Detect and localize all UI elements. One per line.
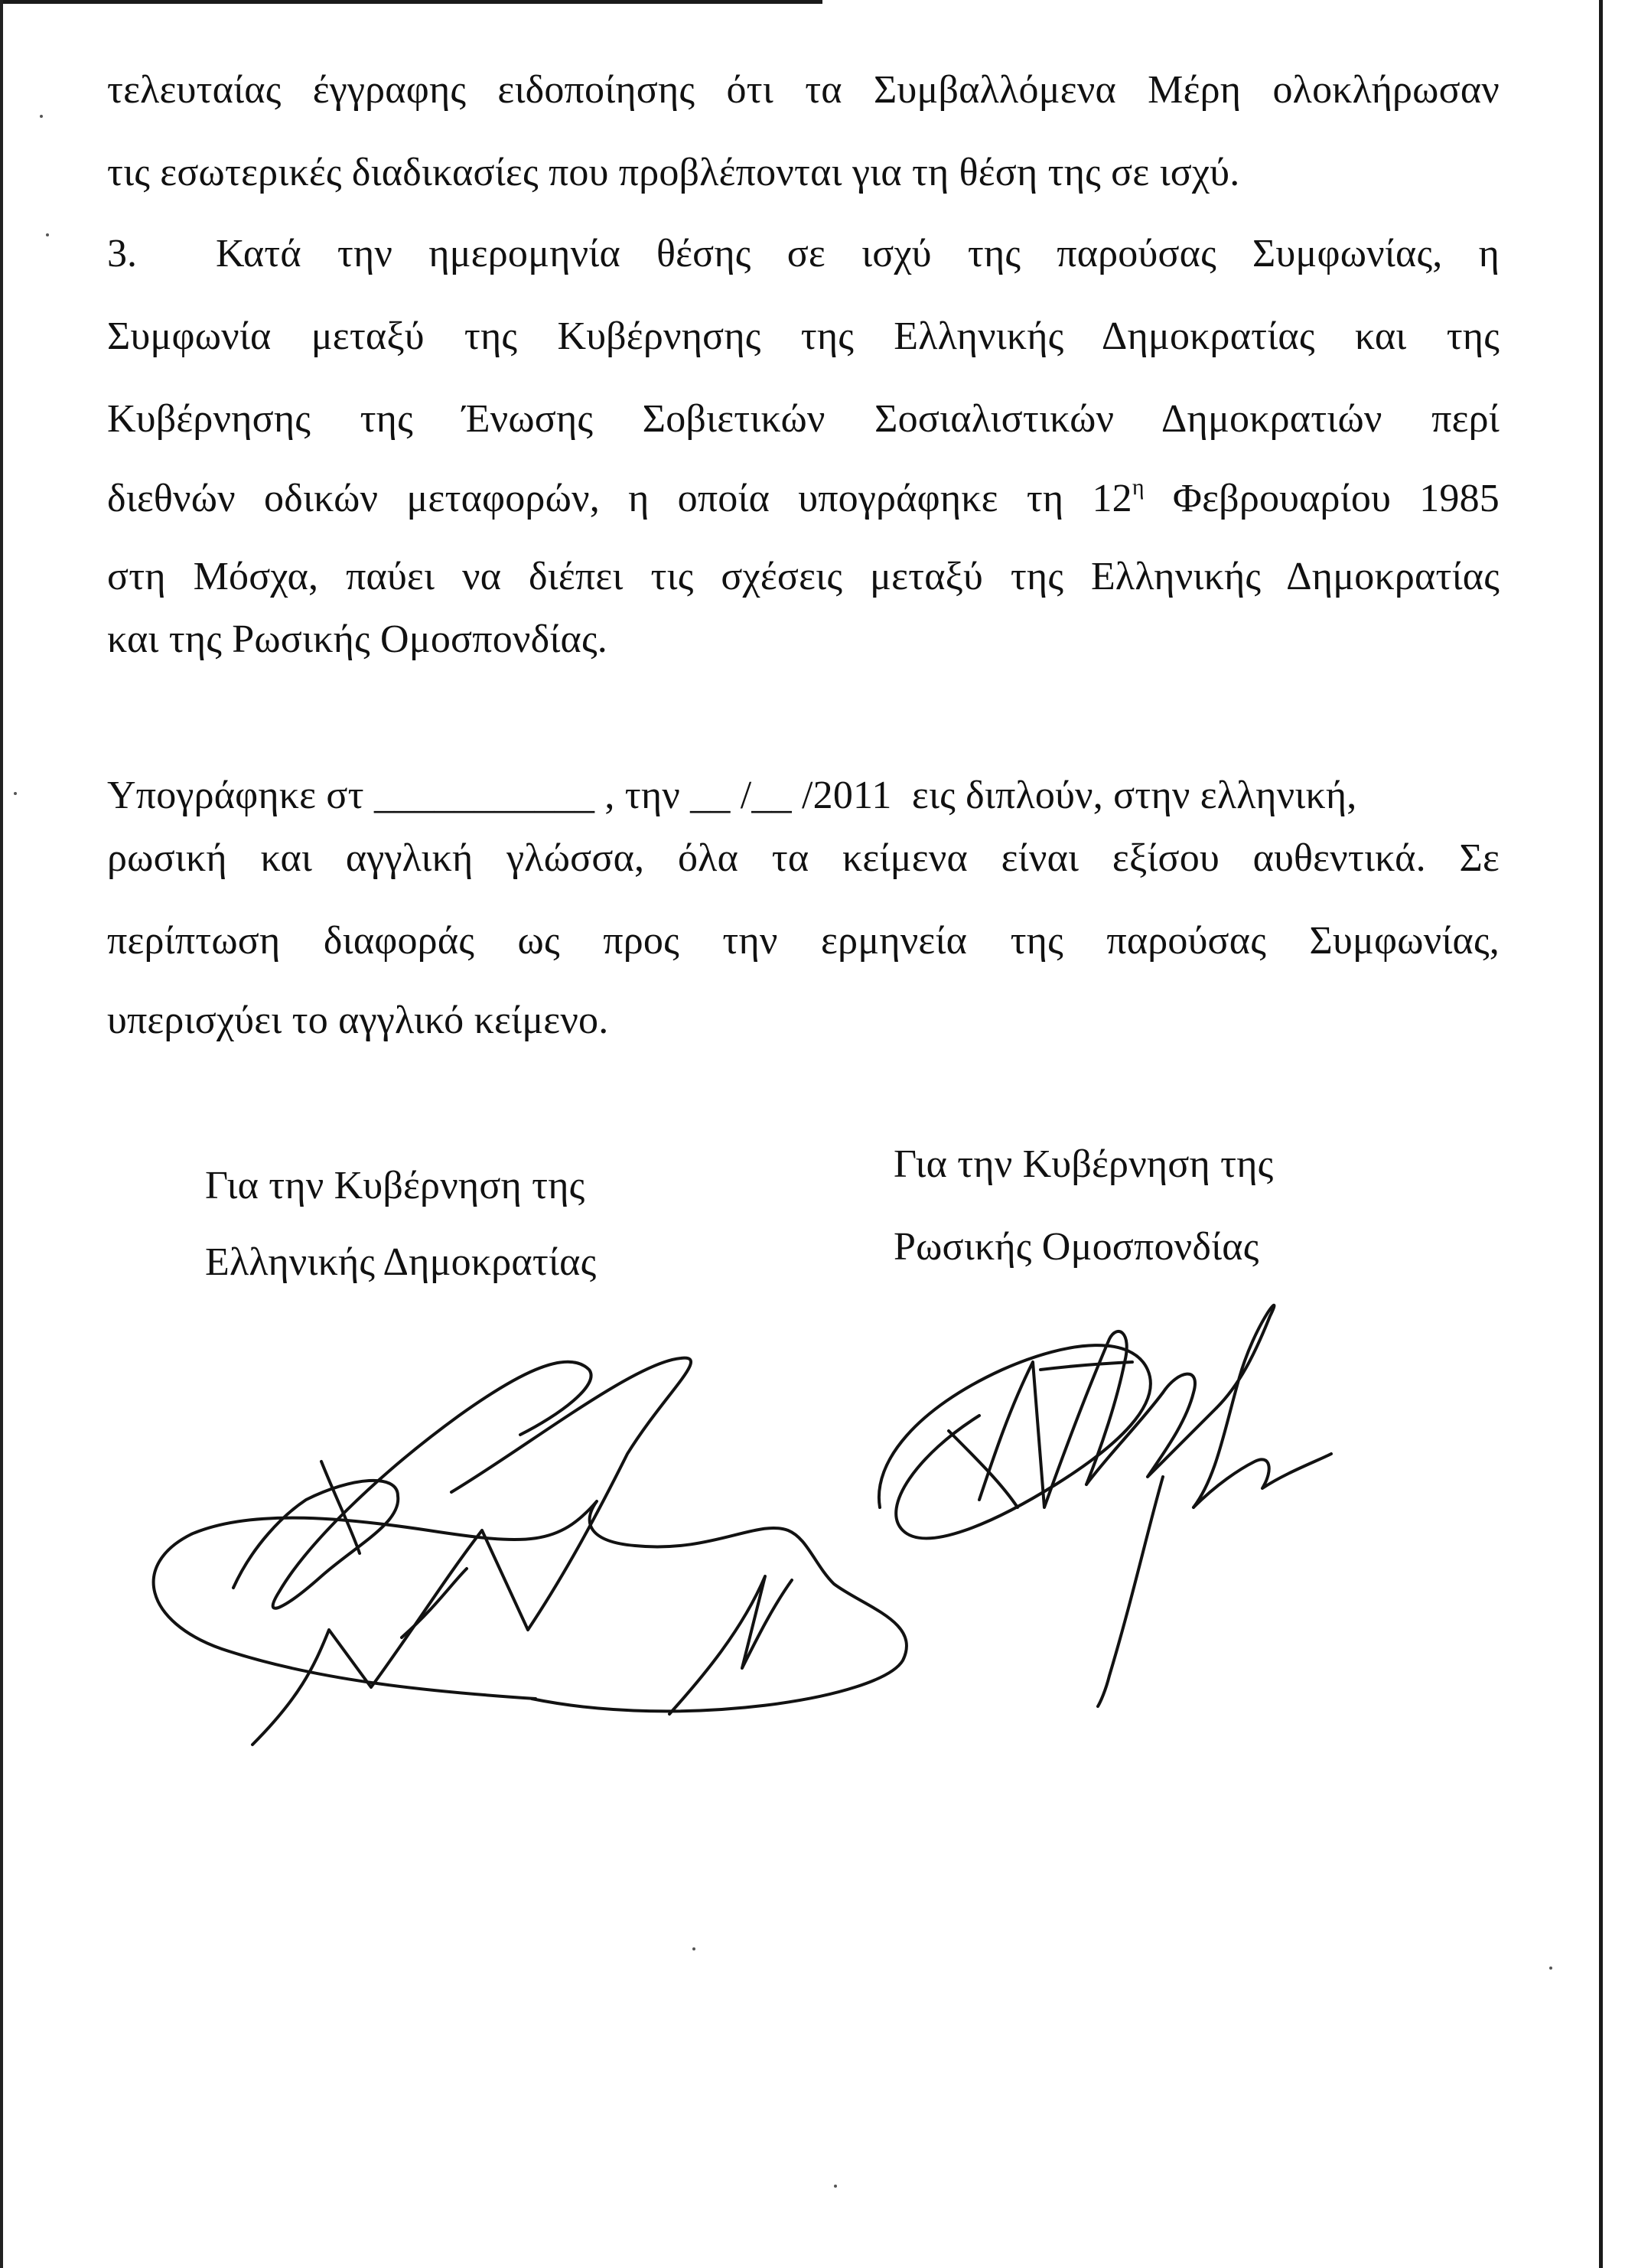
left-signature bbox=[99, 1301, 941, 1729]
scan-speck bbox=[692, 1947, 695, 1950]
paragraph-3-line-2: Συμφωνία μεταξύ της Κυβέρνησης της Ελληνικής Δημοκρατίας και της bbox=[107, 314, 1500, 358]
scan-speck bbox=[46, 233, 49, 236]
signing-line-3: περίπτωση διαφοράς ως προς την ερμηνεία της παρούσας Συμφωνίας, bbox=[107, 919, 1500, 963]
scan-speck bbox=[1549, 1967, 1552, 1970]
paragraph-3-line-3: Κυβέρνησης της Ένωσης Σοβιετικών Σοσιαλιστικών Δημοκρατιών περί bbox=[107, 397, 1500, 441]
signing-line-1: Υπογράφηκε στ ___________ , την __ /__ /2011 εις διπλούν, στην ελληνική, bbox=[107, 774, 1357, 817]
ordinal-superscript: η bbox=[1132, 474, 1145, 500]
paragraph-3-line-1: Κατά την ημερομηνία θέσης σε ισχύ της παρούσας Συμφωνίας, η bbox=[216, 232, 1500, 275]
paragraph-3-line-6: και της Ρωσικής Ομοσπονδίας. bbox=[107, 618, 607, 661]
scan-speck bbox=[834, 2185, 837, 2188]
scan-border-right bbox=[1599, 0, 1603, 2268]
scan-border-left bbox=[0, 0, 3, 2268]
scan-speck bbox=[40, 115, 43, 118]
signing-line-2: ρωσική και αγγλική γλώσσα, όλα τα κείμενα είναι εξίσου αυθεντικά. Σε bbox=[107, 836, 1500, 880]
right-signatory-line-1: Για την Κυβέρνηση της bbox=[894, 1142, 1274, 1186]
body-line-2: τις εσωτερικές διαδικασίες που προβλέπονται για τη θέση της σε ισχύ. bbox=[107, 151, 1240, 194]
paragraph-3-line-5: στη Μόσχα, παύει να διέπει τις σχέσεις μεταξύ της Ελληνικής Δημοκρατίας bbox=[107, 555, 1500, 598]
left-signatory-line-2: Ελληνικής Δημοκρατίας bbox=[205, 1240, 597, 1284]
line-4-text-after: Φεβρουαρίου 1985 bbox=[1144, 477, 1500, 520]
paragraph-number: 3. bbox=[107, 232, 137, 275]
scan-speck bbox=[14, 792, 17, 795]
line-4-text-before: διεθνών οδικών μεταφορών, η οποία υπογράφηκε τη 12 bbox=[107, 477, 1132, 520]
scan-border-top bbox=[0, 0, 822, 4]
right-signature bbox=[857, 1278, 1347, 1706]
signing-line-4: υπερισχύει το αγγλικό κείμενο. bbox=[107, 999, 609, 1042]
body-line-1: τελευταίας έγγραφης ειδοποίησης ότι τα Συμβαλλόμενα Μέρη ολοκλήρωσαν bbox=[107, 68, 1500, 112]
paragraph-3-line-4 bbox=[107, 476, 1500, 522]
right-signatory-line-2: Ρωσικής Ομοσπονδίας bbox=[894, 1225, 1259, 1269]
left-signatory-line-1: Για την Κυβέρνηση της bbox=[205, 1164, 585, 1207]
